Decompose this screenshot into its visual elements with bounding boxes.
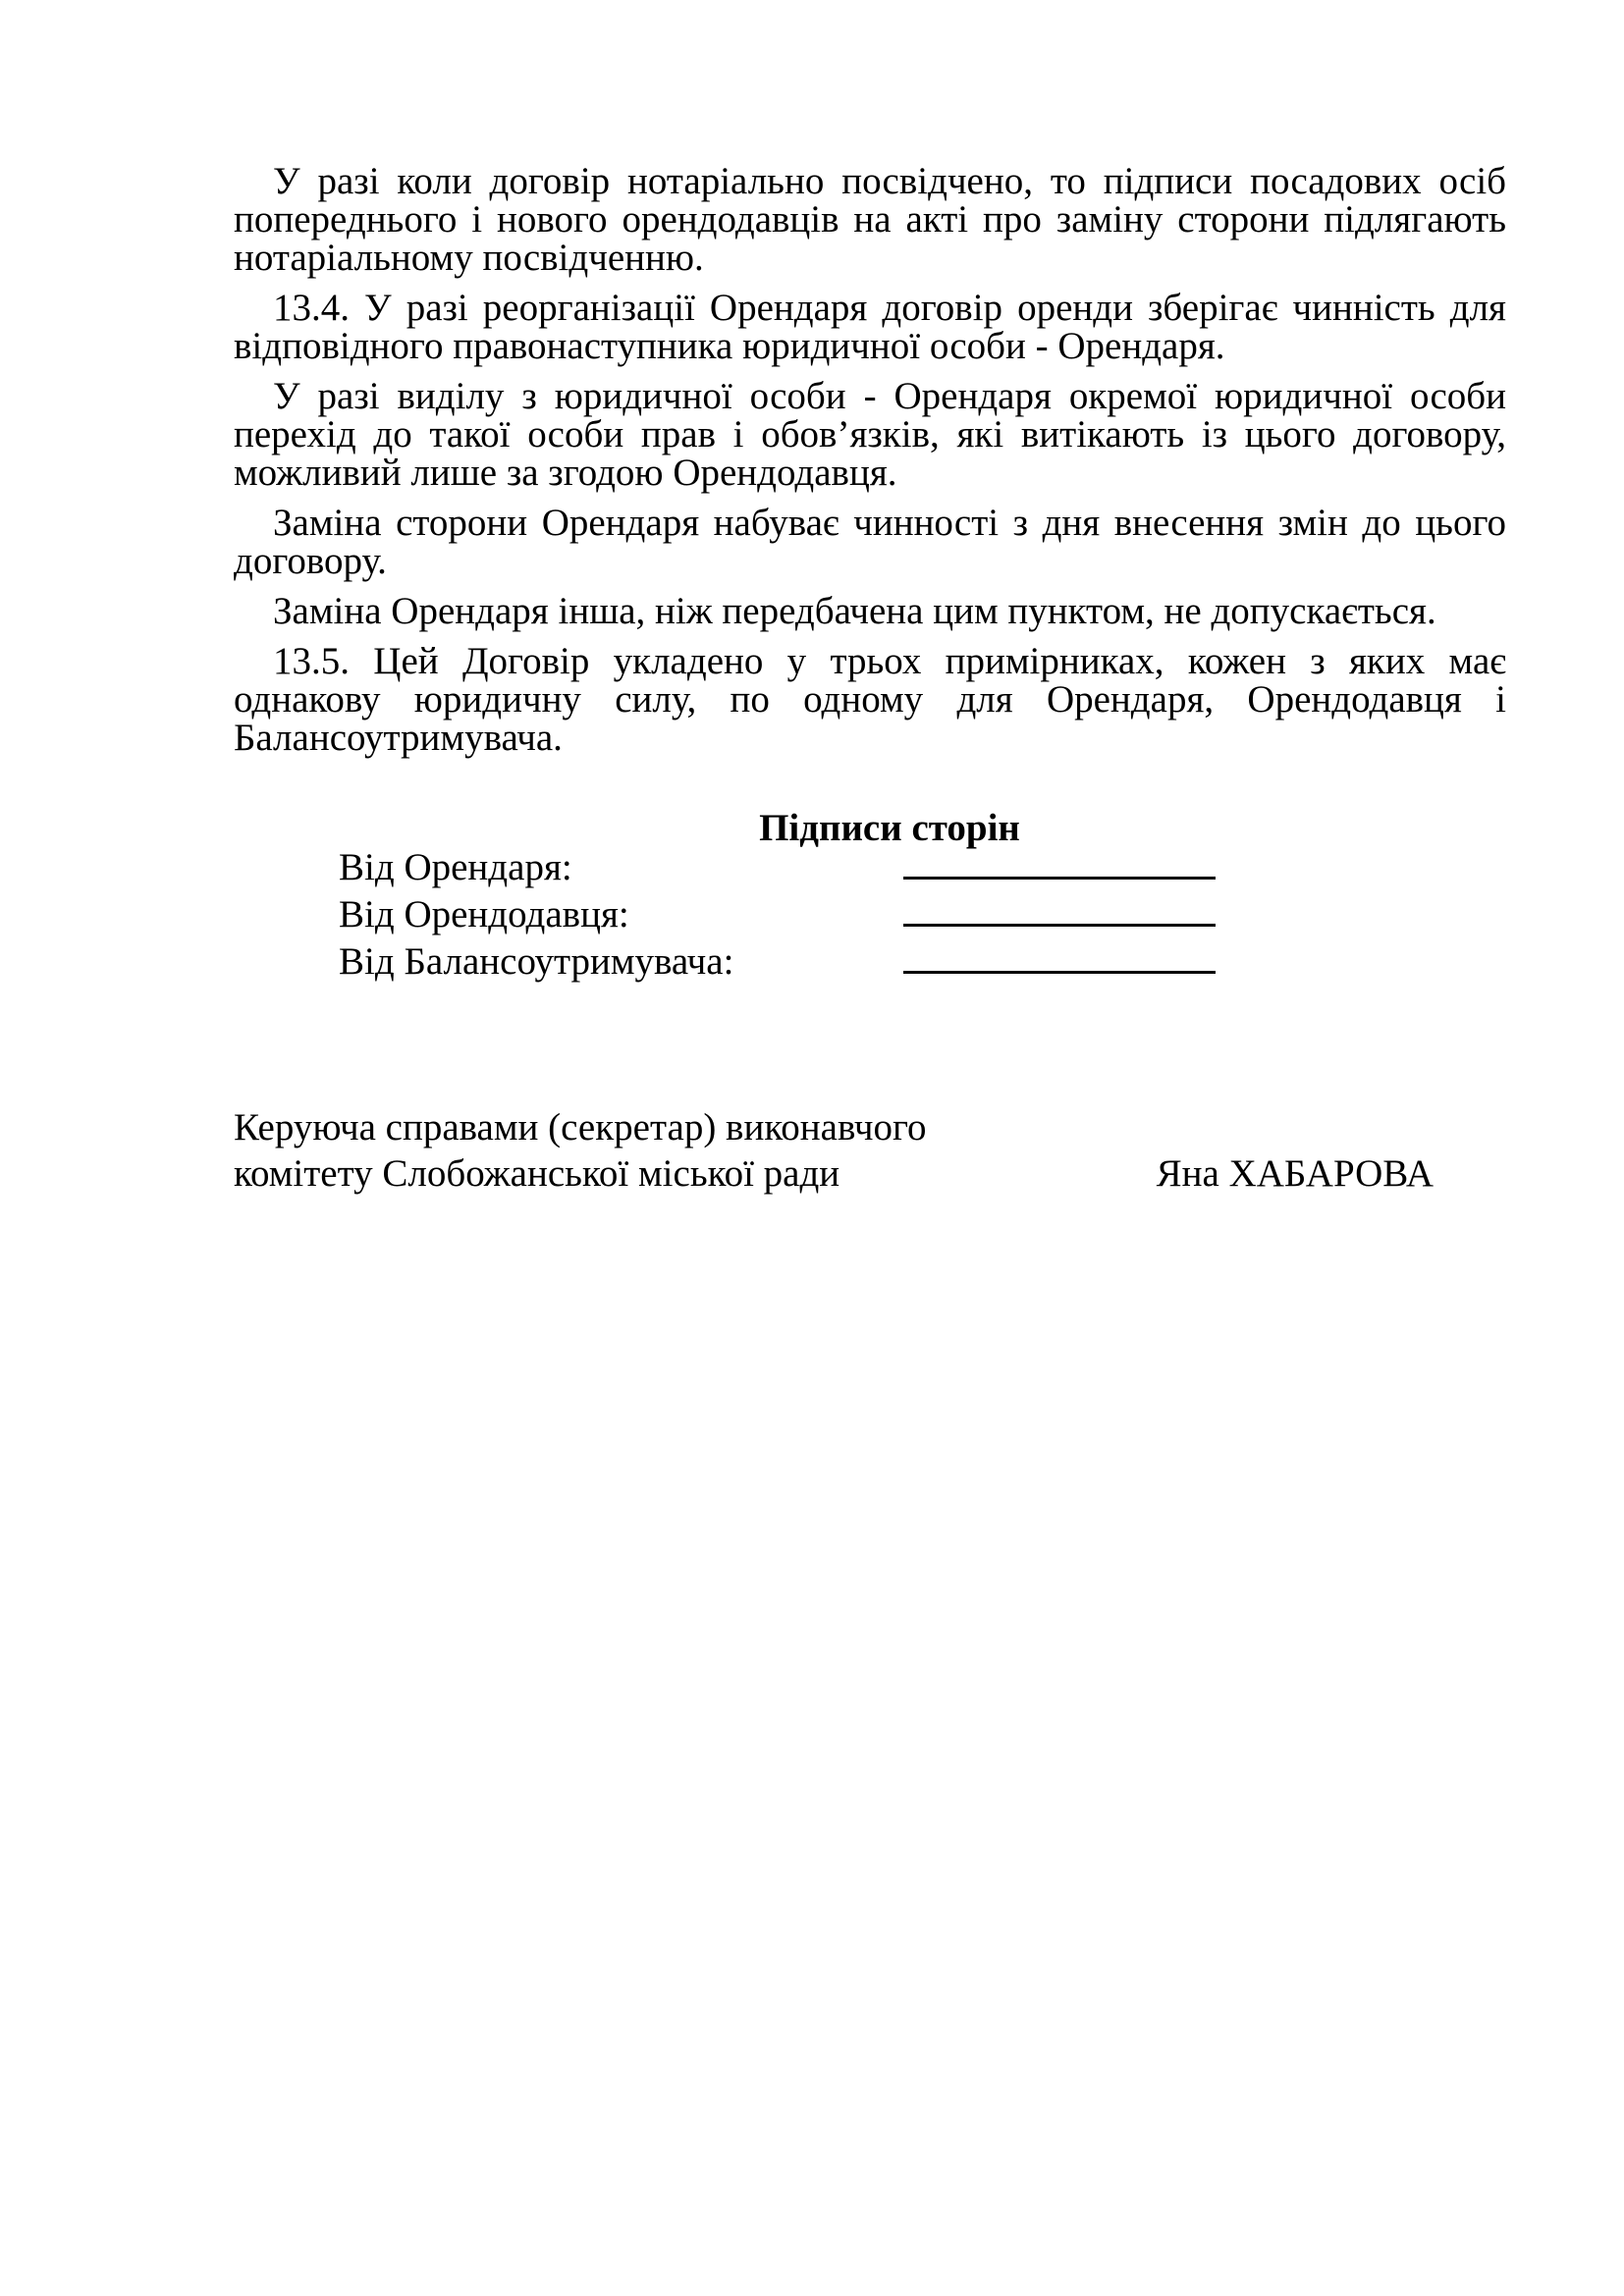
- signature-line-balance-holder: [903, 971, 1216, 974]
- signatures-heading: Підписи сторін: [759, 807, 1020, 849]
- signature-row-lessee: [339, 848, 1506, 886]
- signer-title-line-2: комітету Слобожанської міської ради: [234, 1152, 840, 1195]
- paragraph-13-4: 13.4. У разі реорганізації Орендаря договір оренди зберігає чинність для відповідного правонаступника юридичної особи - Орендаря.: [234, 287, 1506, 367]
- paragraph-party-change-effective: Заміна сторони Орендаря набуває чинності з дня внесення змін до цього договору.: [234, 502, 1506, 582]
- paragraph-notarial-certification: У разі коли договір нотаріально посвідчено, то підписи посадових осіб попереднього і нового орендодавців на акті про заміну сторони підлягають нотаріальному посвідченню.: [234, 160, 1506, 279]
- signature-label-balance-holder: Від Балансоутримувача:: [339, 940, 734, 983]
- signature-line-lessor: [903, 924, 1216, 927]
- signature-row-lessor: [339, 895, 1506, 934]
- signer-title: [234, 1104, 927, 1197]
- signature-label-lessee: Від Орендаря:: [339, 846, 572, 888]
- paragraph-spin-off: У разі виділу з юридичної особи - Орендаря окремої юридичної особи перехід до такої особи прав і обов’язків, які витікають із цього договору, можливий лише за згодою Орендодавця.: [234, 375, 1506, 494]
- paragraph-13-5: 13.5. Цей Договір укладено у трьох примірниках, кожен з яких має однакову юридичну силу, по одному для Орендаря, Орендодавця і Балансоутримувача.: [234, 640, 1506, 759]
- signature-line-lessee: [903, 877, 1216, 880]
- signer-title-line-1: Керуюча справами (секретар) виконавчого: [234, 1106, 927, 1148]
- signature-label-lessor: Від Орендодавця:: [339, 893, 629, 935]
- signatures-block: [234, 848, 1506, 981]
- signoff-block: [234, 1104, 1506, 1197]
- paragraph-party-change-prohibited: Заміна Орендаря інша, ніж передбачена цим пунктом, не допускається.: [273, 590, 1436, 632]
- signer-name: Яна ХАБАРОВА: [1156, 1152, 1434, 1195]
- signature-row-balance-holder: [339, 942, 1506, 981]
